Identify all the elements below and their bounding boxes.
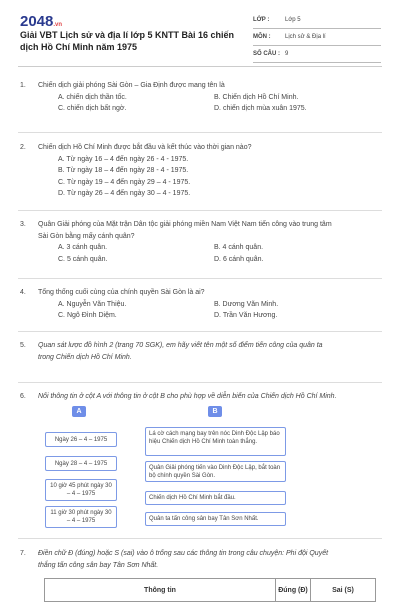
divider: [18, 210, 382, 211]
option-b[interactable]: B. Dương Văn Minh.: [214, 300, 279, 308]
table-header: Sai (S): [311, 579, 376, 602]
question-text: Nối thông tin ở cột A với thông tin ở cột B cho phù hợp về diễn biến của Chiến dịch Hồ Chí Minh.: [38, 393, 337, 400]
logo-main: 2048: [20, 13, 54, 30]
meta-row-class: [253, 12, 381, 29]
true-false-table: [44, 578, 376, 602]
column-a-label: A: [72, 406, 86, 417]
meta-row-subject: [253, 29, 381, 46]
match-b-3[interactable]: Chiến dịch Hồ Chí Minh bắt đầu.: [145, 491, 286, 505]
meta-key: SỐ CÂU :: [253, 51, 280, 57]
question-text: Chiến dịch Hồ Chí Minh được bắt đầu và kết thúc vào thời gian nào?: [38, 144, 252, 151]
question-number: 2.: [20, 144, 26, 151]
meta-key: LỚP :: [253, 17, 270, 23]
meta-value: Lớp 5: [285, 17, 301, 23]
question-number: 4.: [20, 289, 26, 296]
question-text-line1: Quân Giải phóng của Mặt trận Dân tộc giải phóng miền Nam Việt Nam tiến công vào trung tâm: [38, 221, 332, 228]
table-header: Thông tin: [45, 579, 276, 602]
logo-suffix: .vn: [53, 22, 63, 28]
header-divider: [18, 66, 382, 67]
question-text-line2: thắng tấn công sân bay Tân Sơn Nhất.: [38, 561, 159, 569]
question-number: 6.: [20, 393, 26, 400]
option-a[interactable]: A. Nguyễn Văn Thiệu.: [58, 300, 127, 308]
option-a[interactable]: A. chiến dịch thần tốc.: [58, 93, 127, 101]
meta-value: Lịch sử & Địa lí: [285, 34, 326, 40]
option-b[interactable]: B. Chiến dịch Hồ Chí Minh.: [214, 93, 299, 101]
divider: [18, 278, 382, 279]
option-a[interactable]: A. 3 cánh quân.: [58, 244, 108, 251]
column-b-label: B: [208, 406, 222, 417]
match-b-2[interactable]: Quân Giải phóng tiến vào Dinh Độc Lập, bắt toàn bộ chính quyền Sài Gòn.: [145, 461, 286, 482]
match-b-4[interactable]: Quân ta tấn công sân bay Tân Sơn Nhất.: [145, 512, 286, 526]
match-a-2[interactable]: Ngày 28 – 4 – 1975: [45, 456, 117, 471]
option-d[interactable]: D. 6 cánh quân.: [214, 255, 264, 263]
question-text-line2: Sài Gòn bằng mấy cánh quân?: [38, 232, 135, 240]
option-c[interactable]: C. chiến dịch bất ngờ.: [58, 105, 127, 112]
option-d[interactable]: D. Từ ngày 26 – 4 đến ngày 30 – 4 - 1975.: [58, 190, 191, 197]
site-logo[interactable]: [20, 13, 62, 30]
divider: [18, 331, 382, 332]
question-text: Chiến dịch giải phóng Sài Gòn – Gia Định được mang tên là: [38, 82, 225, 89]
meta-row-count: [253, 46, 381, 63]
question-number: 5.: [20, 342, 26, 349]
page-title: Giải VBT Lịch sử và địa lí lớp 5 KNTT Bài 16 chiến dịch Hồ Chí Minh năm 1975: [20, 30, 234, 52]
divider: [18, 538, 382, 539]
option-c[interactable]: C. Từ ngày 19 – 4 đến ngày 29 – 4 - 1975.: [58, 178, 191, 186]
option-b[interactable]: B. Từ ngày 18 – 4 đến ngày 28 - 4 - 1975.: [58, 167, 189, 174]
meta-value: 9: [285, 51, 289, 57]
match-a-4[interactable]: 11 giờ 30 phút ngày 30 – 4 – 1975: [45, 506, 117, 528]
option-c[interactable]: C. 5 cánh quân.: [58, 255, 108, 263]
option-d[interactable]: D. chiến dịch mùa xuân 1975.: [214, 105, 307, 112]
question-text: Tổng thống cuối cùng của chính quyền Sài Gòn là ai?: [38, 289, 205, 296]
divider: [18, 132, 382, 133]
table-header: Đúng (Đ): [276, 579, 311, 602]
question-text-line1: Điền chữ Đ (đúng) hoặc S (sai) vào ô trống sau các thông tin trong câu chuyện: Phi đội Quyết: [38, 550, 329, 557]
meta-key: MÔN :: [253, 34, 271, 40]
question-number: 3.: [20, 221, 26, 228]
option-b[interactable]: B. 4 cánh quân.: [214, 244, 264, 251]
question-number: 1.: [20, 82, 26, 89]
match-a-3[interactable]: 10 giờ 45 phút ngày 30 – 4 – 1975: [45, 479, 117, 501]
question-text-line2: trong Chiến dịch Hồ Chí Minh.: [38, 353, 132, 361]
option-a[interactable]: A. Từ ngày 16 – 4 đến ngày 26 - 4 - 1975.: [58, 155, 189, 163]
question-text-line1: Quan sát lược đồ hình 2 (trang 70 SGK), em hãy viết tên một số điểm tiến công của quân ta: [38, 342, 323, 349]
option-d[interactable]: D. Trần Văn Hương.: [214, 312, 278, 319]
option-c[interactable]: C. Ngô Đình Diệm.: [58, 312, 117, 319]
match-b-1[interactable]: Lá cờ cách mạng bay trên nóc Dinh Độc Lập báo hiệu Chiến dịch Hồ Chí Minh toàn thắng.: [145, 427, 286, 456]
divider: [18, 382, 382, 383]
meta-info: [253, 12, 381, 63]
match-a-1[interactable]: Ngày 26 – 4 – 1975: [45, 432, 117, 447]
question-number: 7.: [20, 550, 26, 557]
table-header-row: [45, 579, 376, 602]
